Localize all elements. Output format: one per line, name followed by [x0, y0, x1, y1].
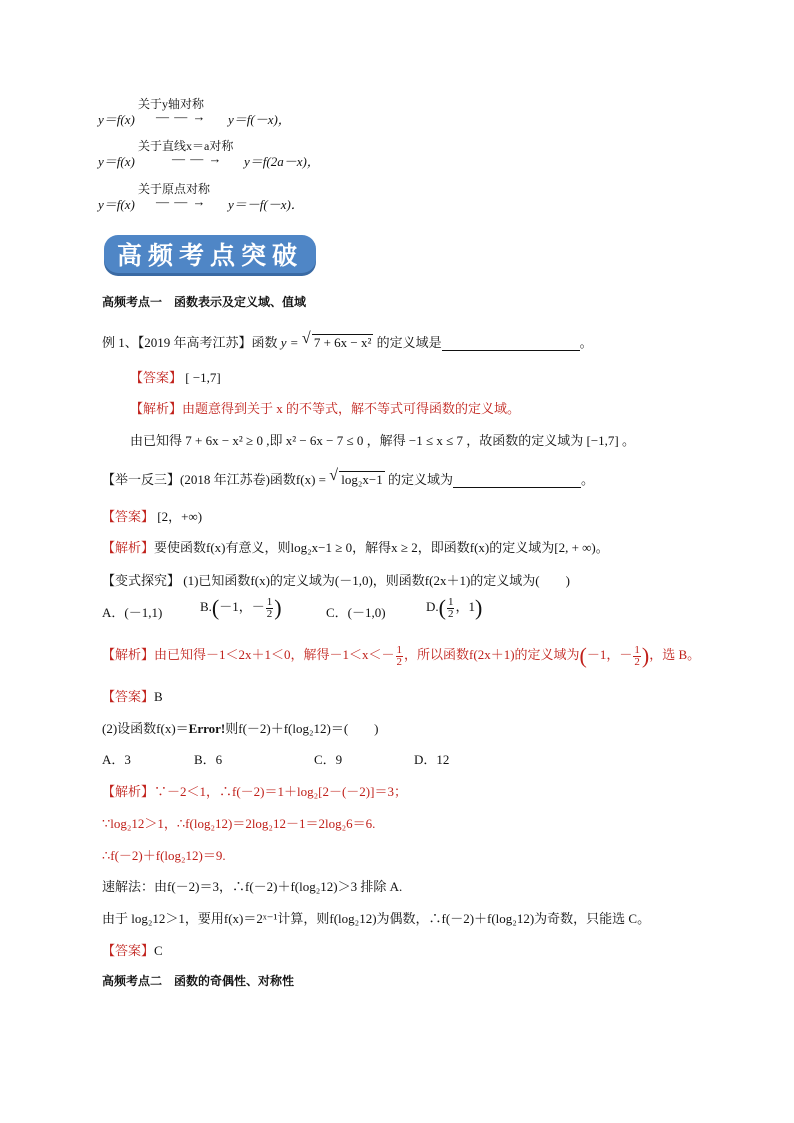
denominator: 2 [396, 655, 403, 668]
analysis-tag: 【解析】 [102, 784, 155, 799]
section-banner [104, 235, 316, 273]
example-2-question [102, 469, 594, 488]
answer-value: C [154, 943, 163, 958]
example-2-answer [102, 506, 202, 525]
analysis-text: 由题意得到关于 x 的不等式，解不等式可得函数的定义域。 [182, 401, 521, 416]
option-c: C．9 [314, 752, 343, 767]
option-b: B．6 [194, 752, 223, 767]
symmetry-lhs: y＝f(x) [98, 154, 135, 169]
fraction [447, 597, 455, 620]
answer-value: [2，+∞) [157, 509, 203, 524]
example-2-prefix: 【举一反三】(2018 年江苏卷)函数f(x) = [102, 472, 326, 487]
example-1-answer [130, 367, 221, 386]
answer-tag: 【答案】 [130, 370, 183, 385]
example-1-analysis [130, 398, 520, 417]
paren-open-icon: ( [579, 643, 587, 669]
example-3-question: 【变式探究】 (1)已知函数f(x)的定义域为(－1,0)，则函数f(2x＋1)的定义域为( ) [102, 573, 570, 588]
question-text: 则f(－2)＋f(log₂12)＝( ) [225, 721, 379, 736]
option-d: D．12 [414, 752, 450, 767]
example-1-detail: 由已知得 7 + 6x − x² ≥ 0 ,即 x² − 6x − 7 ≤ 0 ，解得 −1 ≤ x ≤ 7 ，故函数的定义域为 [−1,7] 。 [130, 433, 635, 448]
example-3-options [102, 602, 162, 621]
symmetry-arrow: — — → [156, 109, 207, 124]
example-4-analysis [102, 781, 407, 800]
sqrt-expression [301, 330, 374, 351]
option-a: A．3 [102, 752, 131, 767]
symmetry-label-y-axis: 关于y轴对称 [138, 97, 205, 111]
radicand: log₂x−1 [341, 472, 383, 487]
symmetry-rhs: y＝f(－x)， [228, 112, 291, 127]
analysis-tag: 【解析】 [130, 401, 183, 416]
question-text: (2)设函数f(x)＝ [102, 721, 189, 736]
symmetry-rhs: y＝－f(－x)． [228, 197, 304, 212]
option-c: C．(－1,0) [326, 605, 386, 620]
radicand: 7 + 6x − x² [313, 335, 372, 350]
example-3-answer [102, 686, 163, 705]
symmetry-arrow: — — → [172, 151, 223, 166]
example-3-analysis [102, 644, 700, 668]
section-heading-1: 高频考点一 函数表示及定义域、值域 [102, 295, 307, 309]
analysis-line: ∵－2＜1，∴f(－2)＝1＋log₂[2－(－2)]＝3； [154, 784, 407, 799]
denominator: 2 [447, 607, 454, 620]
option-b-label: B. [200, 599, 212, 614]
answer-tag: 【答案】 [102, 689, 155, 704]
numerator: 1 [634, 643, 640, 656]
symmetry-lhs: y＝f(x) [98, 112, 135, 127]
example-1-suffix: 的定义域是 [376, 335, 442, 350]
option-a: A．(－1,1) [102, 605, 163, 620]
analysis-text: 要使函数f(x)有意义，则log₂x−1 ≥ 0，解得x ≥ 2，即函数f(x)的定义域为[2, + ∞)。 [154, 540, 609, 555]
paren-close-icon: ) [274, 595, 282, 621]
sqrt-expression [329, 467, 384, 488]
example-2-analysis [102, 537, 609, 556]
answer-tag: 【答案】 [102, 943, 155, 958]
example-1-y: y = [280, 335, 299, 350]
analysis-text: 由已知得－1＜2x＋1＜0，解得－1＜x＜－ [154, 647, 395, 662]
section-heading-2: 高频考点二 函数的奇偶性、对称性 [102, 974, 295, 988]
fraction [633, 645, 641, 668]
numerator: 1 [396, 643, 403, 656]
quick-method-line: 由于 log₂12＞1，要用f(x)＝2ˣ⁻¹计算，则f(log₂12)为偶数，∴f(－2)＋f(log₂12)为奇数，只能选 C。 [102, 911, 651, 926]
denominator: 2 [266, 607, 273, 620]
analysis-line: ∵log₂12＞1，∴f(log₂12)＝2log₂12－1＝2log₂6＝6. [102, 816, 376, 831]
answer-value: B [154, 689, 163, 704]
symmetry-label-origin: 关于原点对称 [138, 182, 211, 196]
symmetry-label-line: 关于直线x＝a对称 [138, 139, 234, 153]
option-b-body: －1，－ [219, 599, 265, 614]
sqrt-sign-icon: √ [301, 330, 311, 347]
error-marker: Error! [188, 721, 226, 736]
symmetry-rhs: y＝f(2a－x)， [244, 154, 320, 169]
analysis-line: ∴f(－2)＋f(log₂12)＝9. [102, 848, 226, 863]
answer-tag: 【答案】 [102, 509, 155, 524]
answer-blank [453, 475, 581, 488]
paren-open-icon: ( [211, 595, 220, 621]
option-b [200, 596, 282, 620]
paren-open-icon: ( [438, 595, 446, 621]
analysis-text: ，所以函数f(2x＋1)的定义域为 [404, 647, 580, 662]
numerator: 1 [447, 595, 454, 608]
answer-blank [442, 338, 580, 351]
analysis-tag: 【解析】 [102, 647, 155, 662]
fraction [396, 645, 404, 668]
example-2-suffix: 的定义域为 [387, 472, 453, 487]
sentence-end: 。 [580, 472, 594, 487]
banner-title: 高频考点突破 [116, 241, 303, 270]
option-d [426, 596, 482, 620]
example-4-question [102, 718, 379, 737]
paren-close-icon: ) [474, 595, 483, 621]
option-d-tail: ，1 [455, 599, 475, 614]
fraction [266, 597, 274, 620]
sqrt-sign-icon: √ [329, 467, 339, 484]
example-1-prefix: 例 1、【2019 年高考江苏】函数 [102, 335, 278, 350]
paren-close-icon: ) [641, 643, 650, 669]
numerator: 1 [266, 595, 273, 608]
answer-value: [ −1,7] [185, 370, 221, 385]
quick-method-line: 速解法：由f(－2)＝3，∴f(－2)＋f(log₂12)＞3 排除 A. [102, 879, 403, 894]
denominator: 2 [634, 655, 640, 668]
symmetry-arrow: — — → [156, 194, 207, 209]
option-d-label: D. [426, 599, 439, 614]
symmetry-lhs: y＝f(x) [98, 197, 135, 212]
analysis-tag: 【解析】 [102, 540, 155, 555]
example-1-question [102, 332, 593, 351]
example-4-answer [102, 940, 163, 959]
sentence-end: 。 [579, 335, 593, 350]
analysis-text: ，选 B。 [649, 647, 701, 662]
analysis-text: －1，－ [586, 647, 633, 662]
